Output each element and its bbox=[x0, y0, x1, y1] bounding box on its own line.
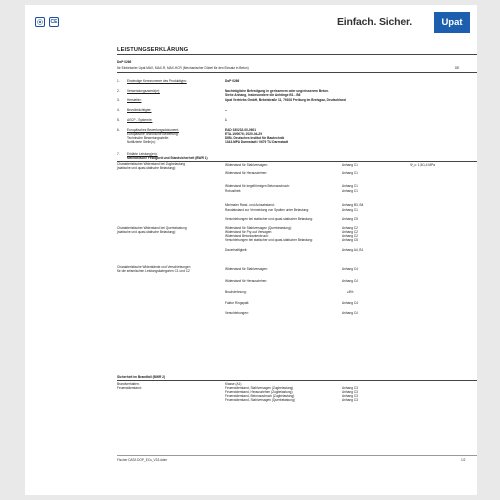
perf-row-annex: Anhang C5 bbox=[342, 217, 358, 221]
perf-row-annex: Anhang B3, B4 bbox=[342, 203, 364, 207]
perf-row-annex: Anhang C1 bbox=[342, 184, 358, 188]
perf-row-annex: Anhang C1 bbox=[342, 208, 358, 212]
perf-row-name: Bruchdehnung: bbox=[225, 290, 247, 294]
fire-row-annex: Anhang C3 bbox=[342, 398, 358, 402]
assessment-value: EAD 330232-00-0601 bbox=[225, 128, 257, 132]
field-value: Nachträgliche Befestigung in gerissenem oder ungerissenem Beton. bbox=[225, 89, 329, 93]
bwr1-heading: Mechanische Festigkeit und Standsicherheit (BWR 1) bbox=[127, 156, 208, 160]
perf-row-name: Verschiebungen bei statischer und quasi-statischer Belastung: bbox=[225, 217, 313, 221]
perf-row-name: Widerstand für Herausziehen: bbox=[225, 279, 268, 283]
assessment-value: 1343-MPA Darmstadt / 0679 TU Darmstadt bbox=[225, 140, 289, 144]
document-title: LEISTUNGSERKLÄRUNG bbox=[117, 47, 189, 53]
field-label: Hersteller: bbox=[127, 98, 142, 102]
field-row bbox=[117, 79, 477, 83]
ce-mark-icon: CE bbox=[50, 19, 58, 25]
subtitle-divider bbox=[117, 72, 477, 73]
perf-row-annex: Anhang C1 bbox=[342, 163, 358, 167]
perf-row-annex: Anhang C2 bbox=[342, 230, 358, 234]
perf-row-name: Widerstand für Stahlversagen (Querbelastung): bbox=[225, 226, 292, 230]
perf-row-name: Widerstand für Stahlversagen: bbox=[225, 163, 268, 167]
fire-label: Brandverhalten: bbox=[117, 382, 140, 386]
quality-mark-icon bbox=[35, 17, 45, 27]
assessment-value: DIBt- Deutsches Institut für Bautechnik bbox=[225, 136, 285, 140]
fire-row-annex: Anhang C3 bbox=[342, 386, 358, 390]
assessment-label: Europäische Technische Bewertung: bbox=[127, 132, 179, 136]
group-title: Charakteristischer Widerstand bei Zugbelastung bbox=[117, 162, 186, 166]
field-label: Eindeutige Kennnummer des Produkttyps: bbox=[127, 79, 187, 83]
perf-row-name: Widerstand für kegelförmigen Betonausbruch: bbox=[225, 184, 290, 188]
fire-row-name: Klasse (A1) bbox=[225, 382, 242, 386]
field-number: 3. bbox=[117, 98, 120, 102]
field-number: 1. bbox=[117, 79, 120, 83]
brand-logo: Upat bbox=[434, 12, 470, 33]
perf-row-annex: Anhang C4 bbox=[342, 301, 358, 305]
field-number: 6. bbox=[117, 128, 120, 132]
section-divider bbox=[117, 380, 477, 381]
perf-row-name: Verschiebungen: bbox=[225, 311, 249, 315]
group-subtitle: für die seismischen Leistungskategorien C1 und C2 bbox=[117, 269, 190, 273]
perf-row-name: Widerstand Betonkantenbruch: bbox=[225, 234, 269, 238]
section-divider bbox=[117, 161, 477, 162]
perf-row-name: Faktor Ringspalt: bbox=[225, 301, 250, 305]
fire-row-annex: Anhang C3 bbox=[342, 394, 358, 398]
fire-row-name: Feuerwiderstand, Herausziehen (Zugbelastung) bbox=[225, 390, 293, 394]
perf-row-annex: ≥8% bbox=[347, 290, 354, 294]
perf-row-annex: Anhang C1 bbox=[342, 189, 358, 193]
field-label: Bevollmächtigter: bbox=[127, 108, 152, 112]
perf-row-annex: Anhang C5 bbox=[342, 238, 358, 242]
perf-row-annex: Anhang C1 bbox=[342, 171, 358, 175]
field-label: Verwendungszweck(e): bbox=[127, 89, 160, 93]
fire-row-name: Feuerwiderstand, Stahlversagen (Zugbelastung) bbox=[225, 386, 294, 390]
field-row bbox=[117, 118, 477, 122]
field-row bbox=[117, 108, 477, 112]
bwr2-heading: Sicherheit im Brandfall (BWR 2) bbox=[117, 375, 165, 379]
footer-filename: Fischer DATA DOP_ECs_V33.dotm bbox=[117, 458, 168, 462]
group-subtitle: (statische und quasi-statische Belastung): bbox=[117, 230, 176, 234]
page-number: 1/2 bbox=[461, 458, 466, 462]
field-number: 4. bbox=[117, 108, 120, 112]
field-number: 2. bbox=[117, 89, 120, 93]
perf-row-annex: Anhang C2 bbox=[342, 226, 358, 230]
field-row-continued bbox=[117, 93, 477, 97]
perf-row-name: Widerstand für Stahlversagen: bbox=[225, 267, 268, 271]
field-value: DoP 0266 bbox=[225, 79, 240, 83]
field-number: 5. bbox=[117, 118, 120, 122]
group-title: Charakteristischer Widerstand bei Querbelastung bbox=[117, 226, 187, 230]
perf-row-name: Widerstand für Pry-out Versagen: bbox=[225, 230, 273, 234]
fire-label: Feuerwiderstand: bbox=[117, 386, 142, 390]
perf-row-name: Randabstand zur Vermeidung von Spalten unter Belastung: bbox=[225, 208, 309, 212]
perf-row-name: Verschiebungen bei statischer und quasi-statischer Belastung: bbox=[225, 238, 313, 242]
assessment-label: Technische Bewertungsstelle: bbox=[127, 136, 169, 140]
assessment-label: Europäisches Bewertungsdokument: bbox=[127, 128, 179, 132]
field-value: Upat Vertriebs GmbH, Bebelstraße 11, 79108 Freiburg im Breisgau, Deutschland bbox=[225, 98, 346, 102]
perf-row-name: Minimaler Rand- und Achsabstand: bbox=[225, 203, 275, 207]
field-row bbox=[117, 98, 477, 102]
perf-row-name: Robustheit: bbox=[225, 189, 242, 193]
fire-row-annex: Anhang C3 bbox=[342, 390, 358, 394]
perf-row-name: Widerstand für Herausziehen: bbox=[225, 171, 268, 175]
assessment-label: Notifizierte Stelle(n): bbox=[127, 140, 156, 144]
perf-row-annex: Anhang A4, B1 bbox=[342, 248, 364, 252]
document-page bbox=[25, 5, 477, 495]
perf-row-extra: Ψ_c: 1,5/1,4 MPa bbox=[410, 163, 435, 167]
group-title: Charakteristische Widerstände und Verschiebungen bbox=[117, 265, 191, 269]
perf-row-annex: Anhang C4 bbox=[342, 311, 358, 315]
field-value-line2: Siehe Anhang, insbesondere die Anhänge B1 - B6 bbox=[225, 93, 301, 97]
perf-row-annex: Anhang C4 bbox=[342, 279, 358, 283]
group-subtitle: (statische und quasi-statische Belastung): bbox=[117, 166, 176, 170]
slogan: Einfach. Sicher. bbox=[337, 16, 412, 28]
language-code: DE bbox=[455, 66, 460, 70]
fire-row-name: Feuerwiderstand, Betonausbruch (Zugbelastung) bbox=[225, 394, 295, 398]
dop-number: DoP 0266 bbox=[117, 60, 132, 64]
perf-row-annex: Anhang C2 bbox=[342, 234, 358, 238]
field-number: 7. bbox=[117, 152, 120, 156]
field-value: -- bbox=[225, 108, 228, 112]
assessment-value: ETA-19/0076; 2020-04-29 bbox=[225, 132, 262, 136]
perf-row-annex: Anhang C4 bbox=[342, 267, 358, 271]
fire-row-name: Feuerwiderstand, Stahlversagen (Querbelastung) bbox=[225, 398, 295, 402]
document-subtitle: für Einbetonier Upat MAX, MAX-R, MAX-HCR (Mechanischer Dübel für den Einsatz in Beton) bbox=[117, 66, 249, 70]
title-divider bbox=[117, 54, 477, 55]
field-value: 1 bbox=[225, 118, 227, 122]
field-label: AVCP - System/e: bbox=[127, 118, 153, 122]
perf-row-name: Dauerhaftigkeit: bbox=[225, 248, 248, 252]
section-heading: Erklärte Leistung(en): bbox=[127, 152, 158, 156]
